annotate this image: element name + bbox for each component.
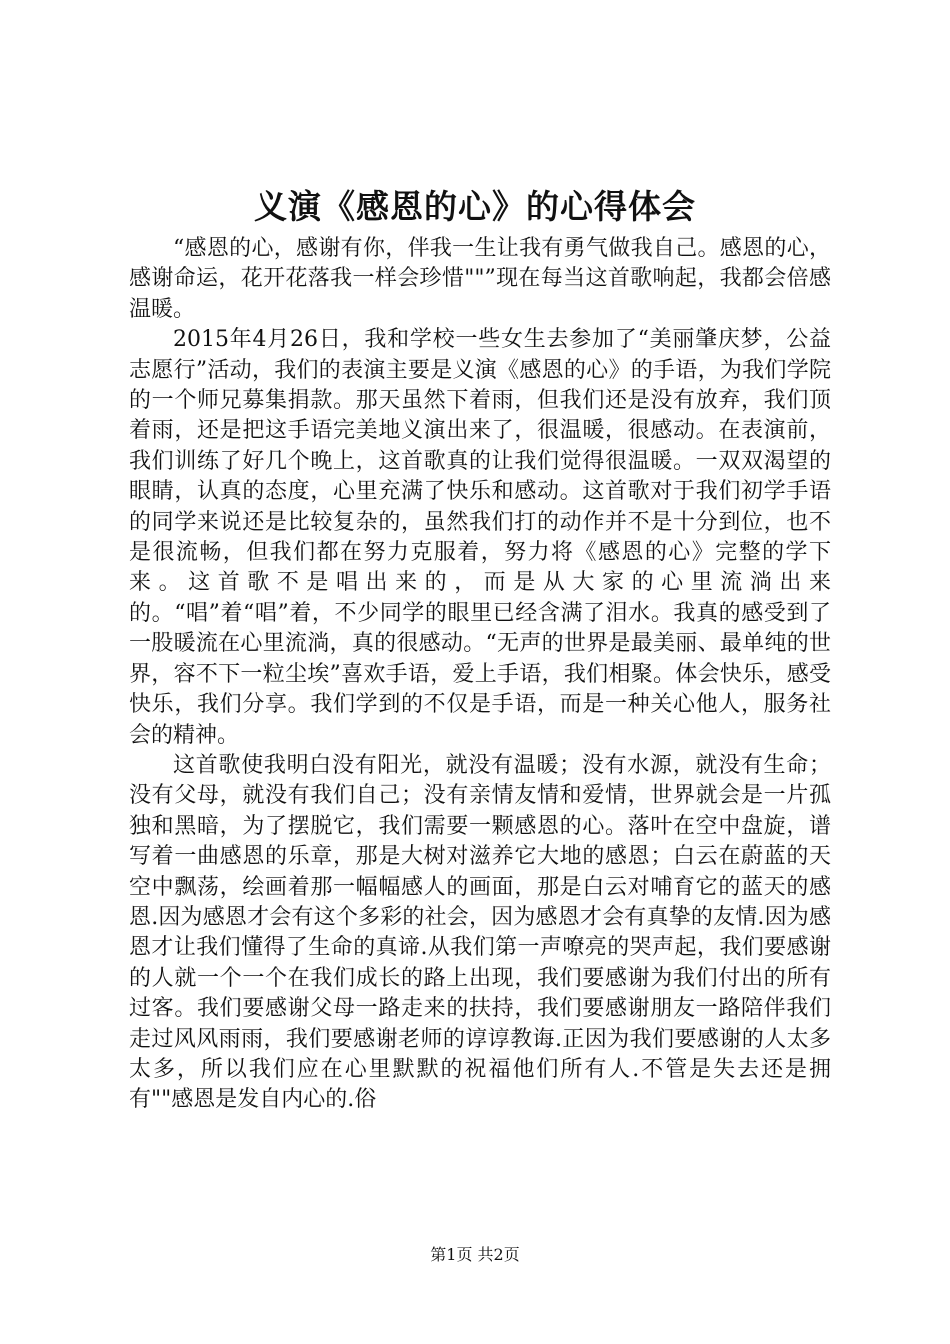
page-footer: 第1页 共2页 (430, 1245, 520, 1264)
paragraph-2: 2015年4月26日，我和学校一些女生去参加了“美丽肇庆梦，公益志愿行”活动，我们的表演主要是义演《感恩的心》的手语，为我们学院的一个师兄募集捐款。那天虽然下着雨，但我们还是没有放弃，我们顶着雨，还是把这手语完美地义演出来了，很温暖，很感动。在表演前，我们训练了好几个晚上，这首歌真的让我们觉得很温暖。一双双渴望的眼睛，认真的态度，心里充满了快乐和感动。这首歌对于我们初学手语的同学来说还是比较复杂的，虽然我们打的动作并不是十分到位，也不是很流畅，但我们都在努力克服着，努力将《感恩的心》完整的学下来。这首歌不是唱出来的，而是从大家的心里流淌出来的。“唱”着“唱”着，不少同学的眼里已经含满了泪水。我真的感受到了一股暖流在心里流淌，真的很感动。“无声的世界是最美丽、最单纯的世界，容不下一粒尘埃”喜欢手语，爱上手语，我们相聚。体会快乐，感受快乐，我们分享。我们学到的不仅是手语，而是一种关心他人，服务社会的精神。 (129, 327, 831, 748)
document-body (129, 234, 831, 1116)
paragraph-3: 这首歌使我明白没有阳光，就没有温暖；没有水源，就没有生命；没有父母，就没有我们自己；没有亲情友情和爱情，世界就会是一片孤独和黑暗，为了摆脱它，我们需要一颗感恩的心。落叶在空中盘旋，谱写着一曲感恩的乐章，那是大树对滋养它大地的感恩；白云在蔚蓝的天空中飘荡，绘画着那一幅幅感人的画面，那是白云对哺育它的蓝天的感恩.因为感恩才会有这个多彩的社会，因为感恩才会有真挚的友情.因为感恩才让我们懂得了生命的真谛.从我们第一声嘹亮的哭声起，我们要感谢的人就一个一个在我们成长的路上出现，我们要感谢为我们付出的所有过客。我们要感谢父母一路走来的扶持，我们要感谢朋友一路陪伴我们走过风风雨雨，我们要感谢老师的谆谆教诲.正因为我们要感谢的人太多太多，所以我们应在心里默默的祝福他们所有人.不管是失去还是拥有""感恩是发自内心的.俗 (129, 752, 831, 1113)
paragraph-1: “感恩的心，感谢有你，伴我一生让我有勇气做我自己。感恩的心，感谢命运，花开花落我一样会珍惜""”现在每当这首歌响起，我都会倍感温暖。 (129, 236, 831, 322)
document-title: 义演《感恩的心》的心得体会 (254, 187, 696, 226)
